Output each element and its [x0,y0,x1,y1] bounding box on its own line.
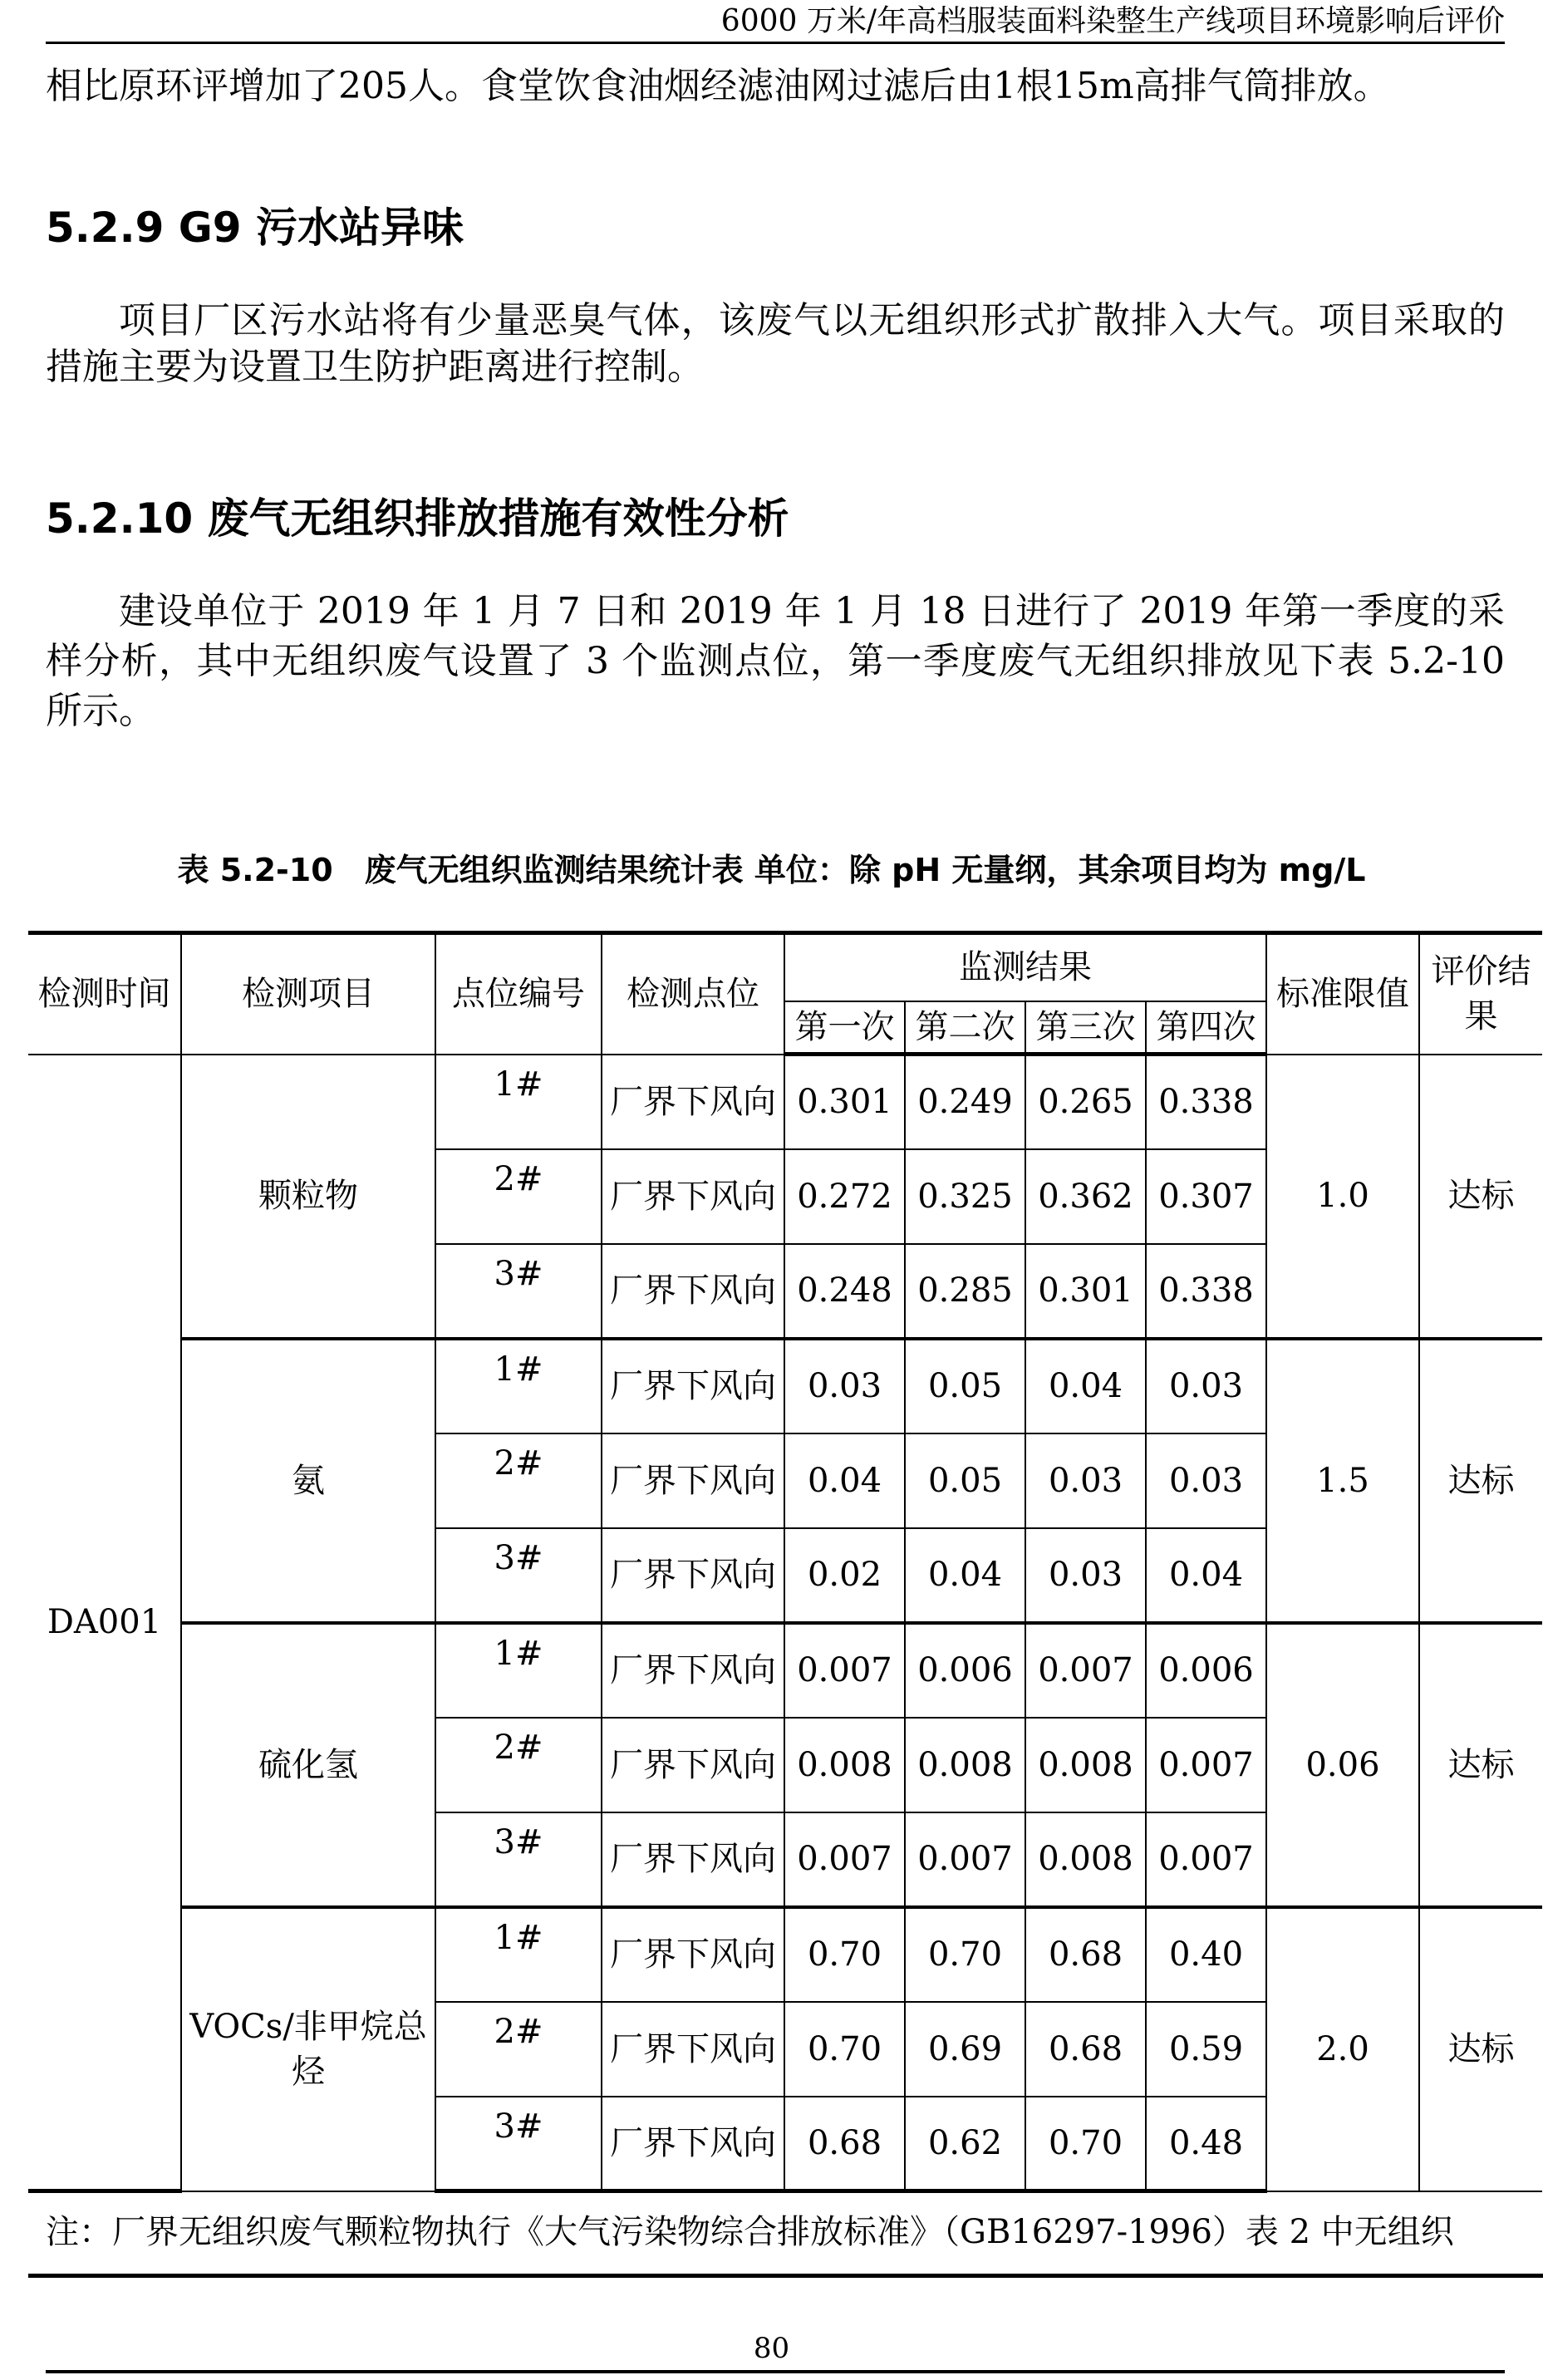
value-cell: 0.301 [784,1055,905,1149]
value-cell: 0.03 [784,1339,905,1433]
value-cell: 0.008 [1025,1812,1146,1907]
value-cell: 0.48 [1146,2097,1266,2191]
time-cell: DA001 [28,1055,181,2191]
paragraph-continuation: 相比原环评增加了205人。食堂饮食油烟经滤油网过滤后由1根15m高排气筒排放。 [46,65,1390,107]
limit-cell: 1.5 [1266,1339,1419,1623]
value-cell: 0.03 [1025,1433,1146,1528]
point-cell: 2# [435,2002,602,2097]
value-cell: 0.272 [784,1149,905,1244]
value-cell: 0.307 [1146,1149,1266,1244]
point-cell: 3# [435,1244,602,1339]
location-cell: 厂界下风向 [602,1055,784,1149]
header-run-2: 第二次 [905,1001,1025,1055]
location-cell: 厂界下风向 [602,1528,784,1623]
value-cell: 0.338 [1146,1055,1266,1149]
page-number: 80 [753,2332,790,2365]
value-cell: 0.006 [905,1623,1025,1718]
value-cell: 0.04 [1025,1339,1146,1433]
footer-divider [46,2370,1505,2373]
section-heading-5-2-9: 5.2.9 G9 污水站异味 [46,204,464,252]
item-cell: 硫化氢 [181,1623,435,1907]
value-cell: 0.70 [784,1907,905,2002]
value-cell: 0.325 [905,1149,1025,1244]
table-bottom-rule [28,2274,1543,2278]
value-cell: 0.006 [1146,1623,1266,1718]
value-cell: 0.03 [1146,1339,1266,1433]
limit-cell: 2.0 [1266,1907,1419,2191]
header-run-4: 第四次 [1146,1001,1266,1055]
header-divider [46,42,1505,44]
point-cell: 3# [435,2097,602,2191]
value-cell: 0.007 [1146,1812,1266,1907]
header-item: 检测项目 [181,933,435,1055]
location-cell: 厂界下风向 [602,1812,784,1907]
section-5-2-9-text: 项目厂区污水站将有少量恶臭气体，该废气以无组织形式扩散排入大气。项目采取的措施主要为设置卫生防护距离进行控制。 [46,299,1505,388]
header-limit: 标准限值 [1266,933,1419,1055]
value-cell: 0.007 [784,1623,905,1718]
point-cell: 3# [435,1528,602,1623]
value-cell: 0.70 [1025,2097,1146,2191]
value-cell: 0.04 [1146,1528,1266,1623]
value-cell: 0.68 [1025,2002,1146,2097]
location-cell: 厂界下风向 [602,1718,784,1812]
item-cell: 颗粒物 [181,1055,435,1339]
evaluation-cell: 达标 [1419,1055,1542,1339]
value-cell: 0.249 [905,1055,1025,1149]
running-header: 6000 万米/年高档服装面料染整生产线项目环境影响后评价 [720,4,1505,38]
value-cell: 0.007 [1146,1718,1266,1812]
table-caption: 表 5.2-10 废气无组织监测结果统计表 单位：除 pH 无量纲，其余项目均为 mg/L [177,852,1366,888]
point-cell: 2# [435,1149,602,1244]
header-run-1: 第一次 [784,1001,905,1055]
location-cell: 厂界下风向 [602,2002,784,2097]
header-point-no: 点位编号 [435,933,602,1055]
location-cell: 厂界下风向 [602,1623,784,1718]
location-cell: 厂界下风向 [602,1433,784,1528]
point-cell: 1# [435,1339,602,1433]
value-cell: 0.007 [1025,1623,1146,1718]
evaluation-cell: 达标 [1419,1907,1542,2191]
value-cell: 0.68 [1025,1907,1146,2002]
limit-cell: 1.0 [1266,1055,1419,1339]
value-cell: 0.68 [784,2097,905,2191]
location-cell: 厂界下风向 [602,1149,784,1244]
value-cell: 0.02 [784,1528,905,1623]
value-cell: 0.248 [784,1244,905,1339]
point-cell: 1# [435,1055,602,1149]
location-cell: 厂界下风向 [602,1907,784,2002]
value-cell: 0.40 [1146,1907,1266,2002]
section-heading-5-2-10: 5.2.10 废气无组织排放措施有效性分析 [46,494,789,543]
value-cell: 0.04 [905,1528,1025,1623]
value-cell: 0.265 [1025,1055,1146,1149]
value-cell: 0.008 [1025,1718,1146,1812]
item-cell: VOCs/非甲烷总烃 [181,1907,435,2191]
header-results: 监测结果 [784,933,1266,1001]
item-cell: 氨 [181,1339,435,1623]
header-run-3: 第三次 [1025,1001,1146,1055]
evaluation-cell: 达标 [1419,1623,1542,1907]
value-cell: 0.03 [1146,1433,1266,1528]
value-cell: 0.05 [905,1339,1025,1433]
value-cell: 0.008 [784,1718,905,1812]
table-note: 注：厂界无组织废气颗粒物执行《大气污染物综合排放标准》（GB16297-1996）表 2 中无组织 [46,2213,1454,2251]
value-cell: 0.04 [784,1433,905,1528]
value-cell: 0.301 [1025,1244,1146,1339]
value-cell: 0.70 [905,1907,1025,2002]
value-cell: 0.007 [784,1812,905,1907]
point-cell: 1# [435,1907,602,2002]
limit-cell: 0.06 [1266,1623,1419,1907]
value-cell: 0.338 [1146,1244,1266,1339]
location-cell: 厂界下风向 [602,1244,784,1339]
point-cell: 2# [435,1433,602,1528]
point-cell: 1# [435,1623,602,1718]
value-cell: 0.05 [905,1433,1025,1528]
header-evaluation: 评价结果 [1419,933,1542,1055]
evaluation-cell: 达标 [1419,1339,1542,1623]
value-cell: 0.69 [905,2002,1025,2097]
value-cell: 0.362 [1025,1149,1146,1244]
value-cell: 0.285 [905,1244,1025,1339]
section-5-2-10-text: 建设单位于 2019 年 1 月 7 日和 2019 年 1 月 18 日进行了 2019 年第一季度的采样分析，其中无组织废气设置了 3 个监测点位，第一季度废气无组织排放见下表 5.2-10 所示。 [46,590,1505,732]
value-cell: 0.70 [784,2002,905,2097]
value-cell: 0.007 [905,1812,1025,1907]
monitoring-results-table [28,931,1542,2193]
value-cell: 0.008 [905,1718,1025,1812]
location-cell: 厂界下风向 [602,1339,784,1433]
point-cell: 2# [435,1718,602,1812]
header-time: 检测时间 [28,933,181,1055]
value-cell: 0.62 [905,2097,1025,2191]
value-cell: 0.03 [1025,1528,1146,1623]
point-cell: 3# [435,1812,602,1907]
location-cell: 厂界下风向 [602,2097,784,2191]
header-location: 检测点位 [602,933,784,1055]
value-cell: 0.59 [1146,2002,1266,2097]
